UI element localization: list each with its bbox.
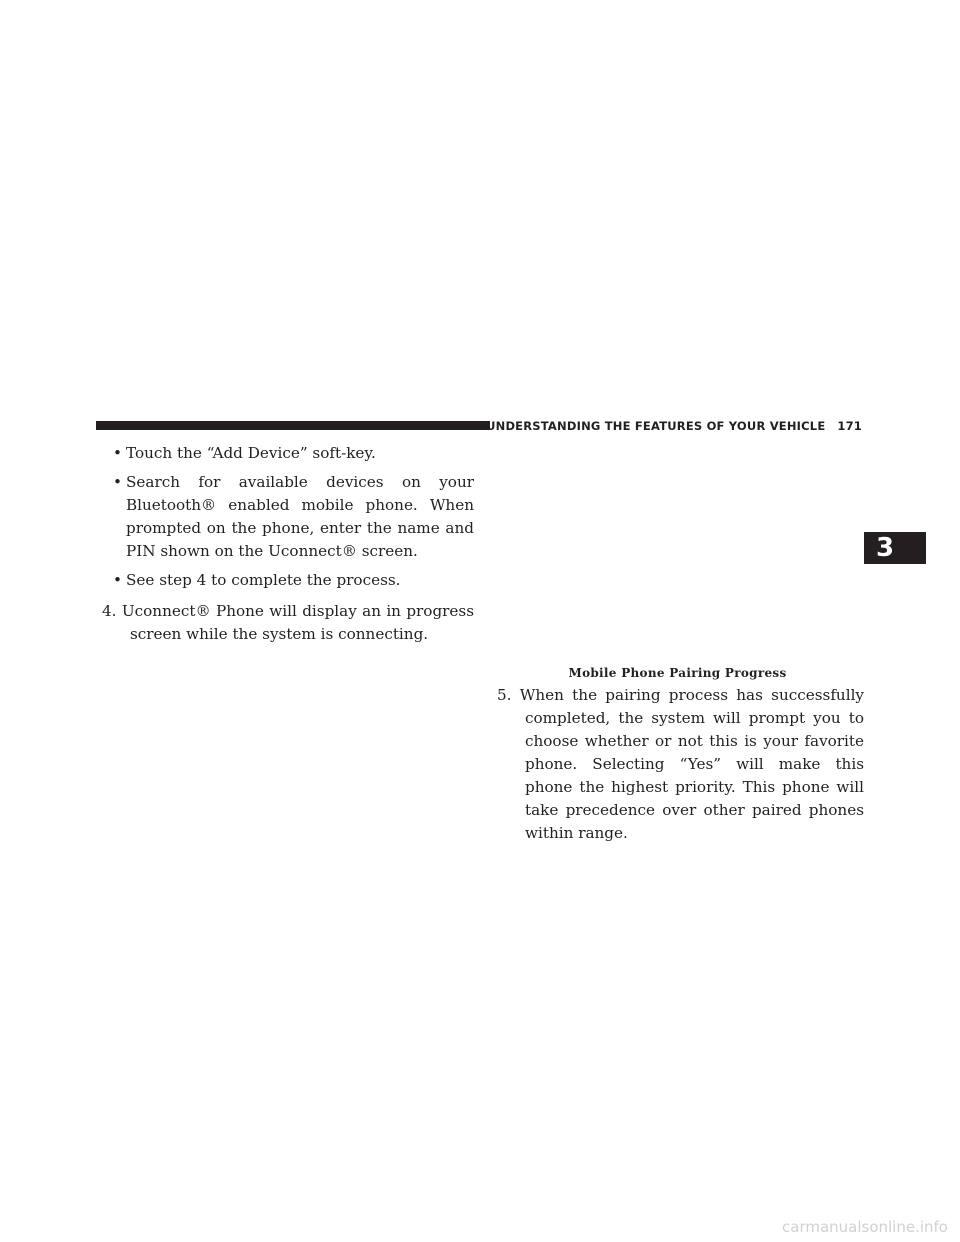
bullet-text: Touch the “Add Device” soft-key. bbox=[126, 444, 376, 462]
right-column bbox=[491, 684, 864, 845]
step-number: 4. bbox=[102, 602, 117, 620]
step-text: When the pairing process has successfully completed, the system will prompt you to choose whether or not this is your favorite phone. Selecting “Yes” will make this phone the highest priority. This phone will take precedence over other paired phones within range. bbox=[519, 686, 865, 842]
watermark: carmanualsonline.info bbox=[782, 1218, 948, 1236]
step-text: Uconnect® Phone will display an in progress screen while the system is connecting. bbox=[121, 602, 475, 643]
step-5 bbox=[491, 684, 864, 845]
running-head bbox=[486, 416, 864, 435]
chapter-tab: 3 bbox=[864, 532, 926, 564]
bullet-item bbox=[96, 442, 474, 465]
bullet-item bbox=[96, 569, 474, 592]
bullet-icon: • bbox=[113, 571, 122, 589]
left-column bbox=[96, 442, 474, 646]
bullet-icon: • bbox=[113, 473, 122, 491]
figure-caption: Mobile Phone Pairing Progress bbox=[568, 666, 787, 680]
header-rule-left bbox=[96, 421, 490, 430]
bullet-icon: • bbox=[113, 444, 122, 462]
bullet-item bbox=[96, 471, 474, 563]
step-number: 5. bbox=[497, 686, 512, 704]
page-number: 171 bbox=[837, 418, 862, 433]
section-title: UNDERSTANDING THE FEATURES OF YOUR VEHICLE bbox=[486, 418, 826, 433]
bullet-text: Search for available devices on your Bluetooth® enabled mobile phone. When prompted on the phone, enter the name and PIN shown on the Uconnect® screen. bbox=[126, 473, 474, 560]
step-4 bbox=[96, 600, 474, 646]
bullet-text: See step 4 to complete the process. bbox=[126, 571, 401, 589]
